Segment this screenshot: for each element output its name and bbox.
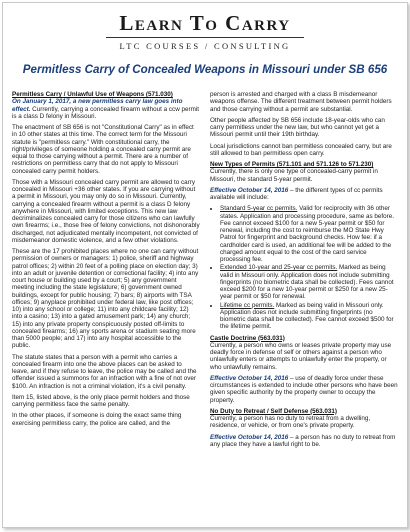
- section-title-castle-doctrine: Castle Doctrine (563.031): [210, 334, 285, 342]
- list-item-lead: Standard 5-year cc permits.: [220, 205, 298, 213]
- list-item-text: Valid for reciprocity with 36 other states. Application and processing procedure, same as before. Fee cannot exceed $100 for a new 5-year permit or $50 for renewal, including the cost to reimburse the MO State Hwy Patrol for fingerprint and background checks. How fee: if a cardholder card is used, an additional fee will be added to the charged amount equal to the cost of the card service processing fee.: [220, 205, 394, 263]
- effective-date-note: Effective October 14, 2016: [210, 433, 289, 441]
- paragraph: The enactment of SB 656 is not "Constitutional Carry" as in effect in 10 other states at this time. The correct term for the Missouri statute is "permitless carry." With constitutional carry, the right/privileges of someone holding a concealed carry permit are equal to those carrying without a permit. There are a number of restrictions on permitless carry that do not apply to Missouri concealed carry permit holders.: [12, 124, 194, 175]
- list-item-lead: Lifetime cc permits.: [220, 301, 275, 309]
- document-page: [2, 2, 408, 528]
- article-body: [12, 91, 398, 523]
- paragraph-text: – the different types of cc permits available will include:: [210, 186, 383, 201]
- logo-subtitle: LTC COURSES / CONSULTING: [119, 41, 291, 51]
- left-column: [12, 91, 200, 523]
- paragraph: Item 15, listed above, is the only place permit holders and those carrying permitless face the same penalty.: [12, 393, 190, 408]
- logo-title: Learn To Carry: [119, 11, 291, 35]
- effective-date-note: On January 1, 2017, a new permitless carry law goes into effect.: [12, 98, 183, 113]
- paragraph: In the other places, if someone is doing the exact same thing exercising permitless carry, the police are called, and the: [12, 412, 182, 427]
- logo-divider: [106, 37, 304, 38]
- section-title-no-duty-to-retreat: No Duty to Retreat / Self Defense (563.031): [210, 407, 338, 415]
- paragraph-text: Currently, a person has no duty to retreat from a dwelling, residence, or vehicle, or from one's private property.: [210, 415, 371, 430]
- paragraph: The statute states that a person with a permit who carries a concealed firearm into one the above places can be asked to leave, and if they refuse to leave, the police may be called and the offender issued a summons for an infraction with a fine of not over $100. An infraction is not a criminal violation, it's a civil penalty.: [12, 353, 197, 390]
- list-item: [220, 302, 398, 331]
- section-title-new-permits: New Types of Permits (571.101 and 571.126 to 571.230): [210, 161, 374, 168]
- effective-date-note: Effective October 14, 2016: [210, 374, 289, 382]
- paragraph: Local jurisdictions cannot ban permitless concealed carry, but are still allowed to ban permitless open carry.: [210, 142, 392, 157]
- permit-types-list: [210, 205, 398, 330]
- paragraph: person is arrested and charged with a class B misdemeanor weapons offense. The different treatment between permit holders and those carrying without a permit are substantial.: [210, 91, 392, 113]
- paragraph-text: Currently, carrying a concealed firearm without a ccw permit is a class D felony in Missouri.: [12, 105, 199, 120]
- list-item-lead: Extended 10-year and 25-year cc permits.: [220, 264, 338, 272]
- paragraph: Those with a Missouri concealed carry permit are allowed to carry concealed in Missouri +36 other states. If you are carrying without a permit in Missouri, you may only do so in Missouri. Currently, carrying a concealed firearm without a permit is a class D felony anywhere in Missouri, with limited exceptions. This new law decriminalizes concealed carry for those citizens who can lawfully own firearms; i.e., those free of felony convictions, not dishonorably discharged, not adjudicated mentally incompetent, not convicted of misdemeanor domestic violence, and a few other violations.: [12, 178, 200, 244]
- paragraph-text: – a person has no duty to retreat from any place they have a lawful right to be.: [210, 433, 396, 448]
- effective-date-note: Effective October 14, 2016: [210, 186, 289, 194]
- paragraph-text: Currently, there is only one type of concealed-carry permit in Missouri, the standard 5-year permit.: [210, 168, 378, 183]
- page-title: Permitless Carry of Concealed Weapons in Missouri under SB 656: [22, 63, 388, 76]
- right-column: [210, 91, 398, 523]
- logo: [3, 3, 407, 51]
- list-item: [220, 205, 398, 263]
- paragraph-text: Currently, a person who owns or leases private property may use deadly force in defense of self or others against a person who unlawfully enters or attempts to unlawfully enter the property, or who unlawfully remains.: [210, 341, 392, 371]
- paragraph: Other people affected by SB 656 include 18-year-olds who can carry permitless under the new law, but who cannot yet get a Missouri permit until their 19th birthday.: [210, 116, 385, 139]
- list-item-text: Marked as being valid in Missouri only. Application does not include submitting fingerprints (no biometric data shall be collected). Fees cannot exceed $200 for a new 10-year permit or $250 for a new 25-year permit or $50 for renewal.: [220, 264, 394, 301]
- list-item: [220, 264, 398, 300]
- list-item-text: Marked as being valid in Missouri only. Application does not include submitting fingerprints (no biometric data shall be collected). Fee cannot exceed $500 for the lifetime permit.: [220, 301, 394, 331]
- paragraph: These are the 17 prohibited places where no one can carry without permission of owners or managers: 1) police, sheriff and highway patrol offices; 2) within 20 feet of a polling place on election day; 3) into an adult or juvenile detention or correctional facility; 4) into any court house or building used by a court; 5) any government meeting including the state legislature; 6) government owned buildings, except for public housing; 7) bars; 8) airports with TSA offices; 9) anyplace prohibited under federal law, like post offices; 10) into any school or college; 11) into any childcare facility; 12) into a casino; 13) into a gated amusement park; 14) any church; 15) into any private property conspicuously posted off-limits to concealed firearms; 16) any sports arena or stadium seating more than 5000 people; and 17) into any hospital accessible to the public.: [12, 248, 199, 350]
- section-title-permitless-carry: Permitless Carry / Unlawful Use of Weapons (571.030): [12, 91, 173, 98]
- paragraph-text: – use of deadly force under these circumstances is extended to include other persons who have been given specific authority by the property owner to occupy the property.: [210, 374, 398, 404]
